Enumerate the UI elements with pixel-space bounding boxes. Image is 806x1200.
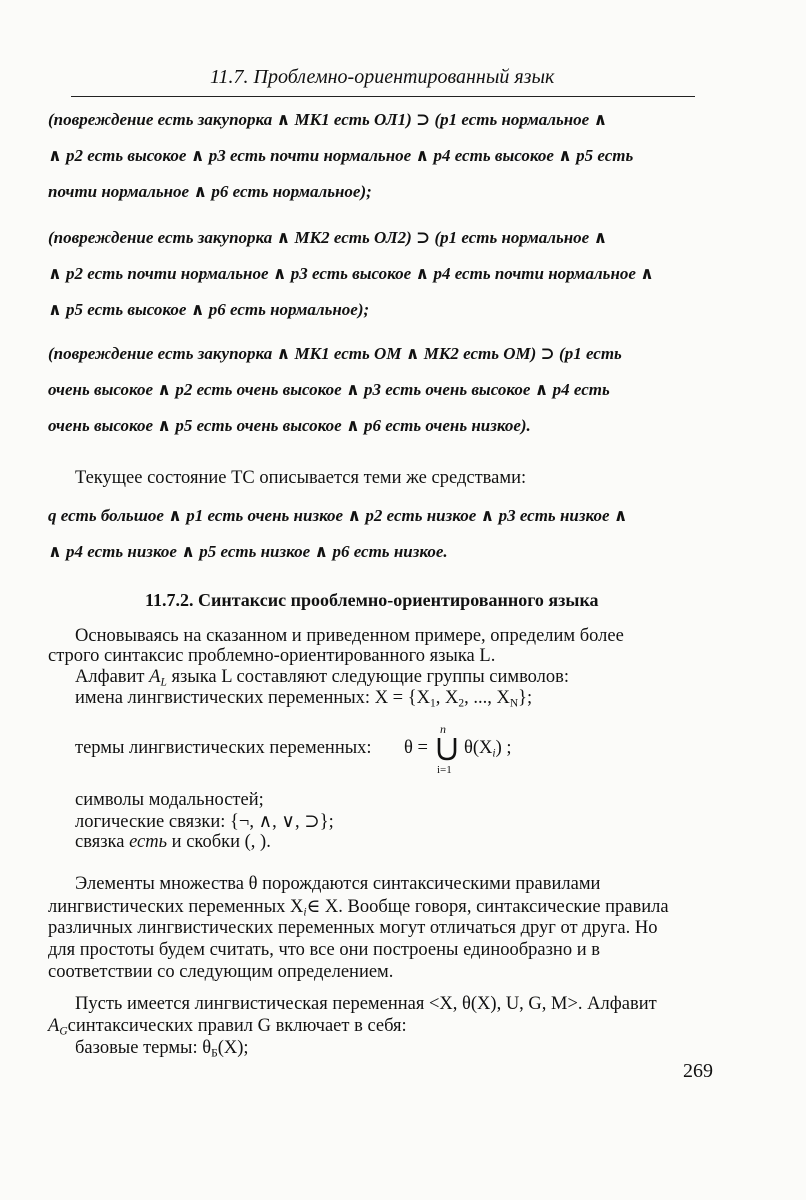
page-number: 269 [683,1060,713,1082]
terms-formula-lhs: θ = [404,738,428,758]
names-line [75,688,532,709]
terms-sub-i: i [492,747,496,760]
bracket-line [75,832,271,853]
para2-line-2-pre: лингвистических переменных X [48,897,304,917]
para3-symbol: A [48,1016,60,1036]
para2-line-3: различных лингвистических переменных могут отличаться друг от друга. Но [48,918,658,938]
modality-line: символы модальностей; [75,790,264,810]
rule-2-line-1: (повреждение есть закупорка ∧ МК2 есть ОЛ2) ⊃ (р1 есть нормальное ∧ [48,228,608,247]
para2-line-1: Элементы множества θ порождаются синтаксическими правилами [75,874,601,894]
union-lower-limit: i=1 [437,764,452,776]
header-rule [71,96,695,97]
names-sub-n: N [509,697,519,710]
connectives-line: логические связки: {¬, ∧, ∨, ⊃}; [75,812,334,832]
terms-formula-rhs [464,738,512,759]
state-intro: Текущее состояние ТС описывается теми же средствами: [75,468,527,488]
para2-line-2-post: ∈ X. Вообще говоря, синтаксические правила [306,897,669,917]
para1-line-2: строго синтаксис проблемно-ориентированного языка L. [48,646,496,666]
rule-2-line-3: ∧ р5 есть высокое ∧ р6 есть нормальное); [48,300,370,319]
names-mid-1: , X [435,688,459,708]
rule-3-line-1: (повреждение есть закупорка ∧ МК1 есть ОМ ∧ МК2 есть ОМ) ⊃ (р1 есть [48,344,622,363]
union-symbol [436,736,458,762]
para2-line-4: для простоты будем считать, что все они построены единообразно и в [48,940,600,960]
para3-line-2 [48,1016,407,1037]
state-line-1: q есть большое ∧ р1 есть очень низкое ∧ р2 есть низкое ∧ р3 есть низкое ∧ [48,506,628,525]
para1-line-1: Основываясь на сказанном и приведенном примере, определим более [75,626,624,646]
para2-sub-i: i [303,906,307,919]
para3-line-1: Пусть имеется лингвистическая переменная <X, θ(X), U, G, M>. Алфавит [75,994,657,1014]
base-terms-post: (X); [217,1038,249,1058]
para3-line-2-post: синтаксических правил G включает в себя: [67,1016,407,1036]
rule-3-line-2: очень высокое ∧ р2 есть очень высокое ∧ р3 есть очень высокое ∧ р4 есть [48,380,610,399]
terms-label: термы лингвистических переменных: [75,738,372,758]
rule-1-line-3: почти нормальное ∧ р6 есть нормальное); [48,182,372,201]
base-terms-pre: базовые термы: θ [75,1038,212,1058]
rule-1-line-1: (повреждение есть закупорка ∧ МК1 есть ОЛ1) ⊃ (р1 есть нормальное ∧ [48,110,608,129]
names-sub-2: 2 [458,697,465,710]
alphabet-symbol: A [149,667,161,687]
rule-1-line-2: ∧ р2 есть высокое ∧ р3 есть почти нормальное ∧ р4 есть высокое ∧ р5 есть [48,146,634,165]
union-upper-limit: n [440,722,446,736]
bracket-post: и скобки (, ). [167,832,271,852]
alphabet-line [75,667,569,688]
bracket-pre: связка [75,832,130,852]
state-line-2: ∧ р4 есть низкое ∧ р5 есть низкое ∧ р6 есть низкое. [48,542,448,561]
alphabet-pre: Алфавит [75,667,150,687]
terms-theta: θ(X [464,738,493,758]
para2-line-2 [48,896,669,918]
bracket-est: есть [129,832,168,852]
para3-symbol-sub: G [59,1025,68,1038]
terms-close: ) ; [495,738,512,758]
names-mid-2: , ..., X [464,688,510,708]
alphabet-symbol-sub: L [160,676,167,689]
para2-line-5: соответствии со следующим определением. [48,962,394,982]
section-heading: 11.7.2. Синтаксис прооблемно-ориентированного языка [145,590,599,610]
alphabet-post: языка L составляют следующие группы символов: [166,667,570,687]
names-end: }; [518,688,533,708]
rule-3-line-3: очень высокое ∧ р5 есть очень высокое ∧ р6 есть очень низкое). [48,416,531,435]
rule-2-line-2: ∧ р2 есть почти нормальное ∧ р3 есть высокое ∧ р4 есть почти нормальное ∧ [48,264,654,283]
running-header: 11.7. Проблемно-ориентированный язык [210,66,555,88]
base-terms-line [75,1038,249,1059]
names-pre: имена лингвистических переменных: X = {X [75,688,430,708]
base-terms-sub: Б [211,1047,218,1060]
names-sub-1: 1 [429,697,436,710]
